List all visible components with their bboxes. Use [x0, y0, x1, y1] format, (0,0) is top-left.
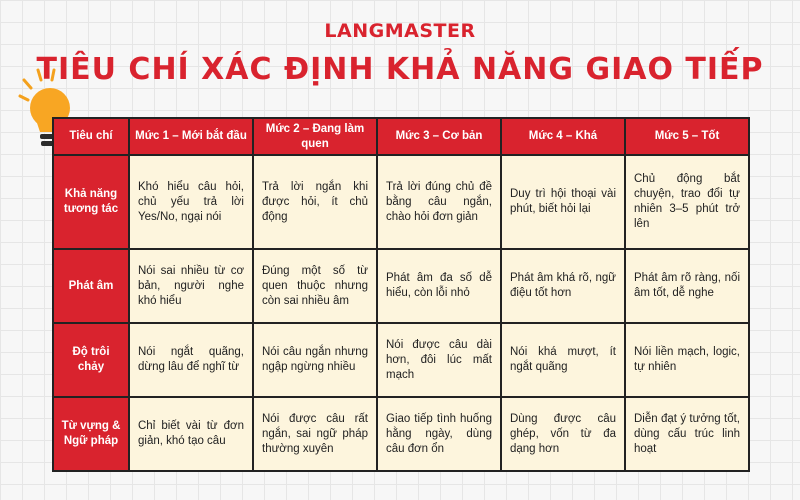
table-cell: Chỉ biết vài từ đơn giản, khó tạo câu	[129, 397, 253, 471]
criteria-table	[52, 117, 750, 472]
row-label: Độ trôi chảy	[53, 323, 129, 397]
table-cell: Nói được câu dài hơn, đôi lúc mất mạch	[377, 323, 501, 397]
header-cell: Tiêu chí	[53, 118, 129, 155]
table-cell: Dùng được câu ghép, vốn từ đa dạng hơn	[501, 397, 625, 471]
table-cell: Phát âm khá rõ, ngữ điệu tốt hơn	[501, 249, 625, 323]
table-cell: Khó hiểu câu hỏi, chủ yếu trả lời Yes/No, ngại nói	[129, 155, 253, 249]
brand-logo: LANGMASTER	[324, 20, 476, 42]
table-cell: Nói khá mượt, ít ngắt quãng	[501, 323, 625, 397]
table-cell: Diễn đạt ý tưởng tốt, dùng cấu trúc linh hoạt	[625, 397, 749, 471]
table-row	[53, 155, 749, 249]
table-row	[53, 249, 749, 323]
header-cell: Mức 1 – Mới bắt đầu	[129, 118, 253, 155]
table-row	[53, 397, 749, 471]
table-cell: Phát âm rõ ràng, nối âm tốt, dễ nghe	[625, 249, 749, 323]
table-header-row	[53, 118, 749, 155]
table-cell: Duy trì hội thoại vài phút, biết hỏi lại	[501, 155, 625, 249]
row-label: Từ vựng & Ngữ pháp	[53, 397, 129, 471]
row-label: Phát âm	[53, 249, 129, 323]
table-cell: Chủ động bắt chuyện, trao đổi tự nhiên 3–5 phút trở lên	[625, 155, 749, 249]
header-cell: Mức 3 – Cơ bản	[377, 118, 501, 155]
header-cell: Mức 5 – Tốt	[625, 118, 749, 155]
header-cell: Mức 4 – Khá	[501, 118, 625, 155]
table-cell: Giao tiếp tình huống hằng ngày, dùng câu đơn ổn	[377, 397, 501, 471]
table-cell: Trả lời ngắn khi được hỏi, ít chủ động	[253, 155, 377, 249]
table-cell: Nói được câu rất ngắn, sai ngữ pháp thường xuyên	[253, 397, 377, 471]
table-cell: Phát âm đa số dễ hiểu, còn lỗi nhỏ	[377, 249, 501, 323]
page-title: TIÊU CHÍ XÁC ĐỊNH KHẢ NĂNG GIAO TIẾP	[36, 52, 764, 87]
row-label: Khả năng tương tác	[53, 155, 129, 249]
table-cell: Nói ngắt quãng, dừng lâu để nghĩ từ	[129, 323, 253, 397]
table-row	[53, 323, 749, 397]
header-cell: Mức 2 – Đang làm quen	[253, 118, 377, 155]
table-cell: Nói liền mạch, logic, tự nhiên	[625, 323, 749, 397]
table-cell: Đúng một số từ quen thuộc nhưng còn sai nhiều âm	[253, 249, 377, 323]
table-cell: Nói câu ngắn nhưng ngập ngừng nhiều	[253, 323, 377, 397]
table-cell: Trả lời đúng chủ đề bằng câu ngắn, chào hỏi đơn giản	[377, 155, 501, 249]
table-cell: Nói sai nhiều từ cơ bản, người nghe khó hiểu	[129, 249, 253, 323]
